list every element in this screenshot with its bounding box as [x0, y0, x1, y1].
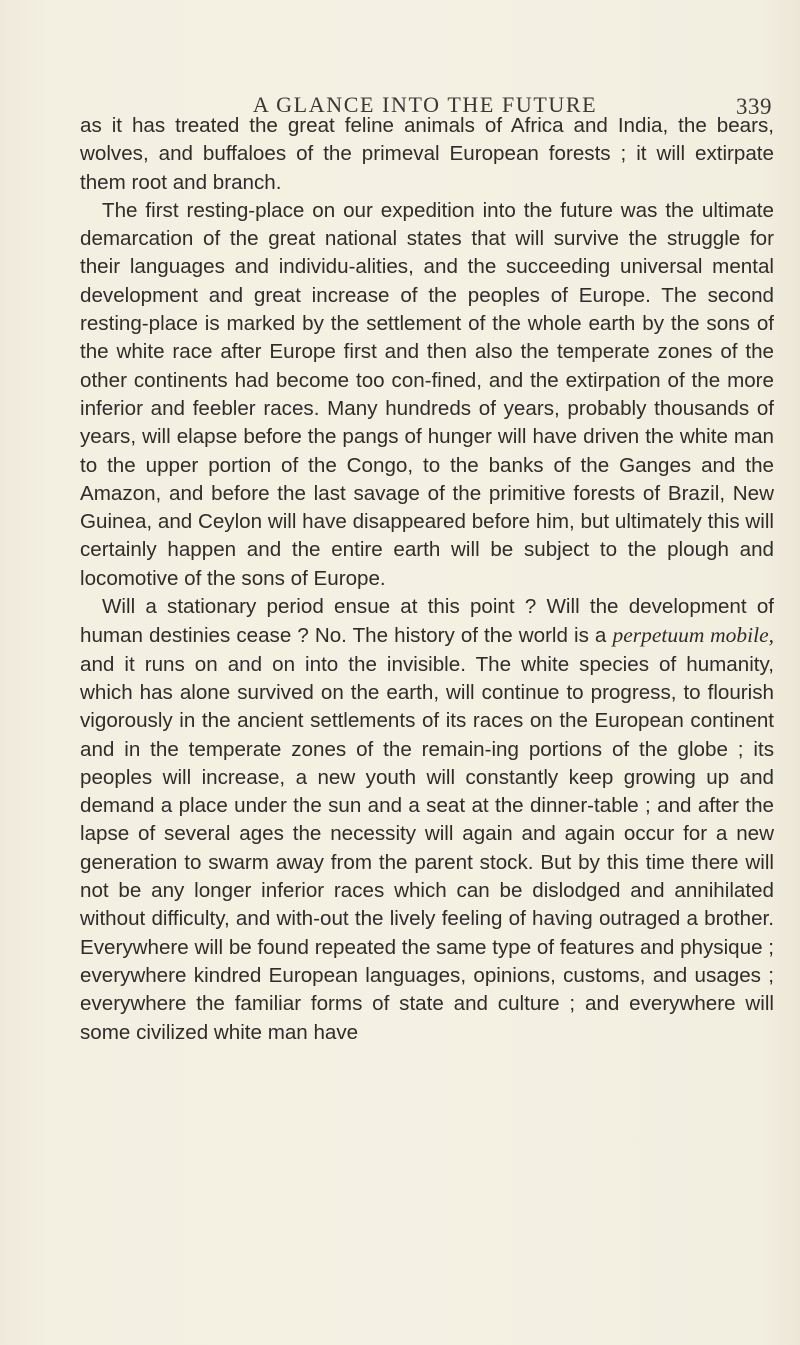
paragraph-text-after-italic: and it runs on and on into the invisible. The white species of humanity, which has alone survived on the earth, will continue to progress, to flourish vigorously in the ancient settlements of its races on the European continent and in the temperate zones of the remain-ing portions of the globe ; its peoples will increase, a new youth will constantly keep growing up and demand a place under the sun and a seat at the dinner-table ; and after the lapse of several ages the necessity will again and again occur for a new generation to swarm away from the parent stock. But by this time there will not be any longer inferior races which can be dislodged and annihilated without difficulty, and with-out the lively feeling of having outraged a brother. Everywhere will be found repeated the same type of features and physique ; everywhere kindred European languages, opinions, customs, and usages ; everywhere the familiar forms of state and culture ; and everywhere will some civilized white man have: [80, 652, 774, 1044]
body-text: [80, 112, 774, 1047]
paragraph-stationary-period: [80, 593, 774, 1047]
page-number: 339: [736, 94, 772, 119]
paragraph-resting-places: The first resting-place on our expedition into the future was the ultimate demarcation of the great national states that will survive the struggle for their languages and individu-alities, and the succeeding universal mental development and great increase of the peoples of Europe. The second resting-place is marked by the settlement of the whole earth by the sons of the white race after Europe first and then also the temperate zones of the other continents had become too con-fined, and the extirpation of the more inferior and feebler races. Many hundreds of years, probably thousands of years, will elapse before the pangs of hunger will have driven the white man to the upper portion of the Congo, to the banks of the Ganges and the Amazon, and before the last savage of the primitive forests of Brazil, New Guinea, and Ceylon will have disappeared before him, but ultimately this will certainly happen and the entire earth will be subject to the plough and locomotive of the sons of Europe.: [80, 198, 774, 590]
running-title: A GLANCE INTO THE FUTURE: [252, 92, 598, 117]
paragraph-text-before-italic: Will a stationary period ensue at this point ? Will the development of human destinies cease ? No. The history of the world is a: [80, 595, 774, 648]
italic-phrase: perpetuum mobile,: [612, 623, 774, 648]
paragraph-continuation: as it has treated the great feline animals of Africa and India, the bears, wolves, and buffaloes of the primeval European forests ; it will extirpate them root and branch.: [80, 114, 774, 194]
